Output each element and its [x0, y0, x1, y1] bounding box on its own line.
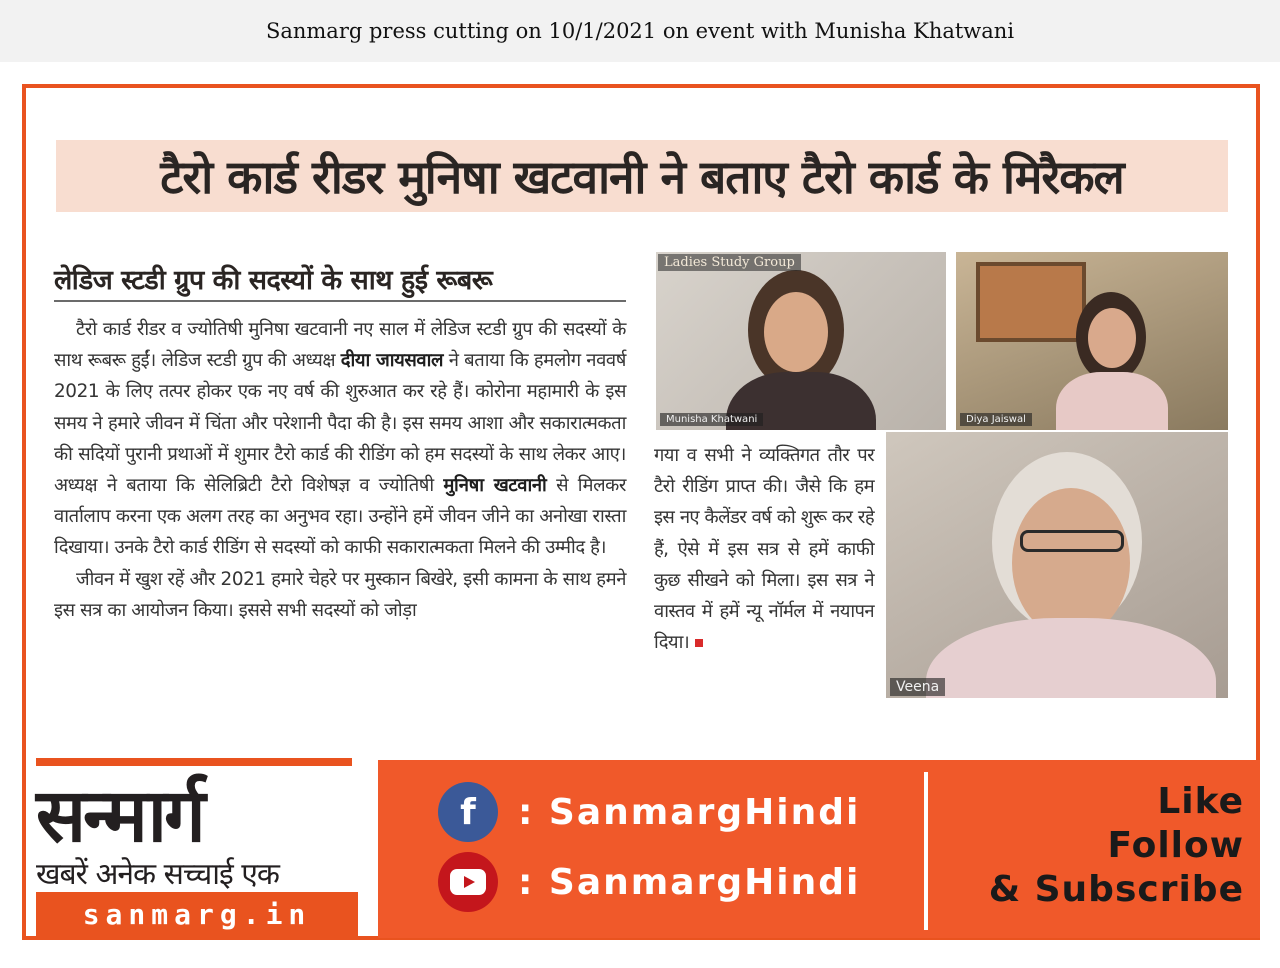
youtube-row: [438, 852, 860, 912]
article-paragraph-2: [54, 564, 626, 626]
cta-like: Like: [1157, 781, 1244, 822]
article-text: टैरो कार्ड रीडर व ज्योतिषी मुनिषा खटवानी नए साल में लेडिज स्टडी ग्रुप की सदस्यों के साथ रूबरू हुईं। लेडिज स्टडी ग्रुप की अध्यक्ष: [54, 319, 626, 372]
play-icon: [450, 869, 486, 895]
article-text: गया व सभी ने व्यक्तिगत तौर पर टैरो रीडिंग प्राप्त की। जैसे कि हम इस नए कैलेंडर वर्ष को शुरू कर रहे हैं, ऐसे में इस सत्र से हमें काफी कुछ सीखने को मिला। इस सत्र ने वास्तव में हमें न्यू नॉर्मल में नयापन दिया।: [654, 445, 874, 654]
wall-painting: [976, 262, 1086, 342]
headline-band: [56, 140, 1228, 212]
youtube-handle: : SanmargHindi: [518, 861, 861, 903]
end-mark-icon: [695, 639, 703, 647]
person-face: [1088, 308, 1136, 368]
article-text: ने बताया कि हमलोग नववर्ष 2021 के लिए तत्पर होकर एक नए वर्ष की शुरुआत कर रहे हैं। कोरोना महामारी के इस समय ने हमारे जीवन में चिंता और परेशानी पैदा की है। इस समय आशा और सकारात्मकता की सदियों पुरानी प्रथाओं में शुमार टैरो कार्ड की रीडिंग को हम सदस्यों के साथ लेकर आए। अध्यक्ष ने बताया कि सेलिब्रिटी टैरो विशेषज्ञ व ज्योतिषी: [54, 350, 626, 497]
name-tag: Veena: [890, 678, 945, 696]
cta-follow: Follow: [1107, 825, 1244, 866]
article-body: [54, 314, 626, 626]
article-text: से मिलकर वार्तालाप करना एक अलग तरह का अनुभव रहा। उन्होंने हमें जीवन जीने का अनोखा रास्ता दिखाया। उनके टैरो कार्ड रीडिंग से सदस्यों को काफी सकारात्मकता मिलने की उम्मीद है।: [54, 475, 627, 559]
website-url: sanmarg.in: [36, 892, 358, 936]
youtube-icon: [438, 852, 498, 912]
photo-diya: [956, 252, 1228, 430]
cta-subscribe: & Subscribe: [988, 869, 1244, 910]
article-bold-name: मुनिषा खटवानी: [443, 475, 547, 497]
panel-divider: [924, 772, 928, 930]
article-text: जीवन में खुश रहें और 2021 हमारे चेहरे पर मुस्कान बिखेरे, इसी कामना के साथ हमने इस सत्र का आयोजन किया। इससे सभी सदस्यों को जोड़ा: [54, 568, 626, 621]
glasses: [1020, 530, 1124, 552]
person-body: [926, 618, 1216, 698]
subheadline-divider: [54, 300, 626, 302]
article-subheadline: लेडिज स्टडी ग्रुप की सदस्यों के साथ हुई रूबरू: [54, 265, 493, 296]
caption-text: Sanmarg press cutting on 10/1/2021 on event with Munisha Khatwani: [265, 19, 1015, 43]
facebook-icon: f: [438, 782, 498, 842]
name-tag: Munisha Khatwani: [660, 413, 763, 426]
photo-munisha: [656, 252, 946, 430]
logo-wordmark: सन्मार्ग: [36, 773, 203, 859]
logo-tagline: खबरें अनेक सच्चाई एक: [36, 857, 279, 892]
article-headline: टैरो कार्ड रीडर मुनिषा खटवानी ने बताए टैरो कार्ड के मिरैकल: [160, 150, 1124, 204]
sanmarg-logo: [36, 758, 378, 940]
person-body: [1056, 372, 1168, 430]
article-bold-name: दीया जायसवाल: [340, 350, 444, 372]
article-continuation: [654, 440, 874, 658]
call-to-action: [989, 780, 1244, 912]
name-tag: Diya Jaiswal: [960, 413, 1032, 426]
person-face: [764, 292, 828, 372]
group-label: Ladies Study Group: [658, 254, 801, 271]
photo-veena: [886, 432, 1228, 698]
page-caption: [0, 0, 1280, 62]
facebook-handle: : SanmargHindi: [518, 791, 861, 833]
article-paragraph-1: [54, 314, 626, 564]
social-panel: [378, 760, 1260, 938]
person-face: [1012, 488, 1130, 638]
press-clipping: [22, 84, 1260, 940]
facebook-row: [438, 782, 860, 842]
